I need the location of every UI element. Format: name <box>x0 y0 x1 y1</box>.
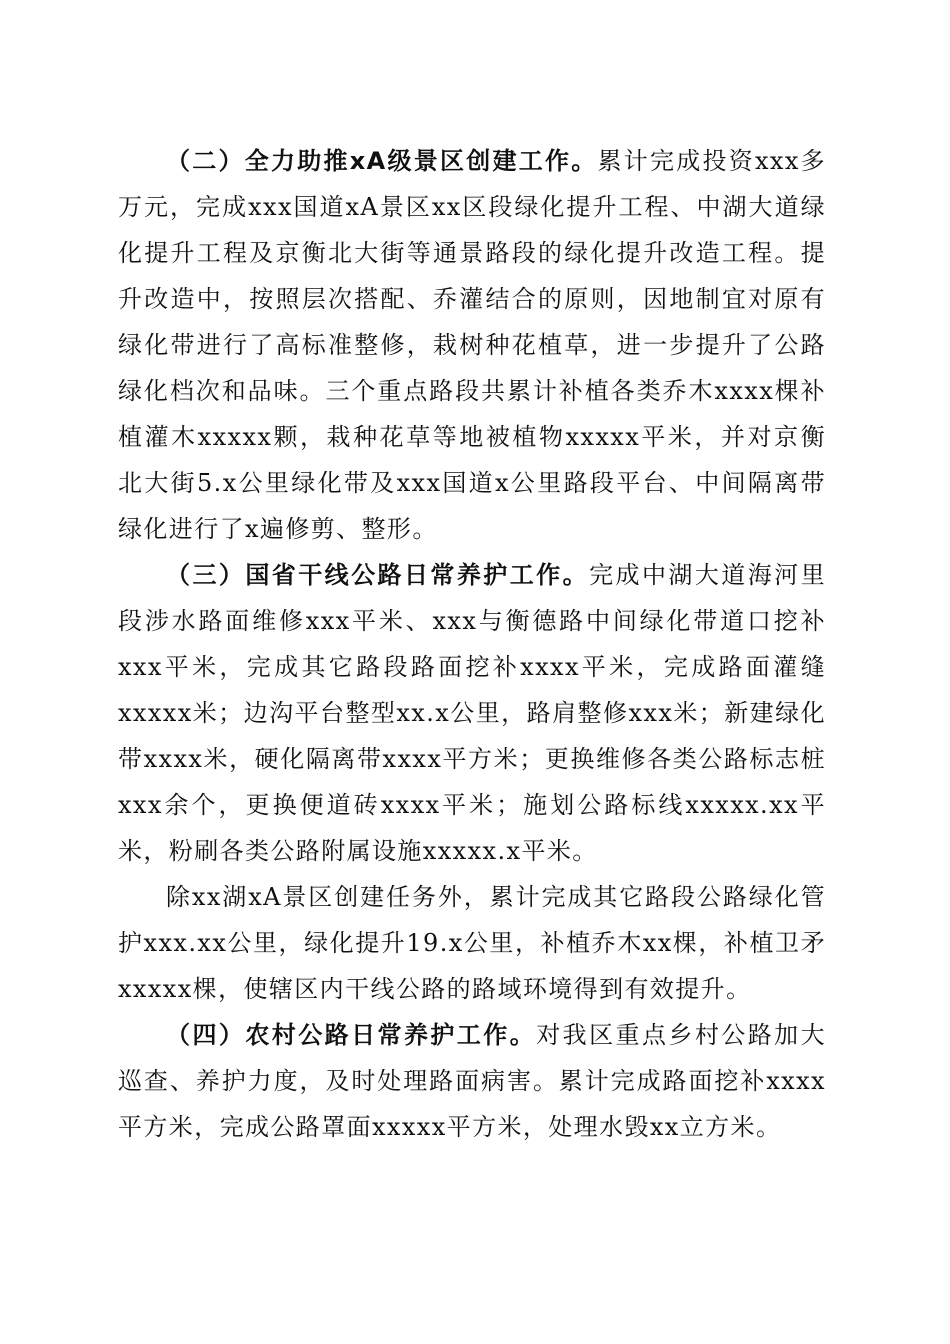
paragraph-trunk-road-maintenance <box>118 552 826 874</box>
paragraph-text: 除xx湖xA景区创建任务外，累计完成其它路段公路绿化管护xxx.xx公里，绿化提升19.x公里，补植乔木xx棵，补植卫矛xxxxx棵，使辖区内干线公路的路域环境得到有效提升。 <box>118 883 826 1003</box>
paragraph-text: 完成中湖大道海河里段涉水路面维修xxx平米、xxx与衡德路中间绿化带道口挖补xxx平米，完成其它路段路面挖补xxxx平米，完成路面灌缝xxxxx米；边沟平台整型xx.x公里，路肩整修xxx米；新建绿化带xxxx米，硬化隔离带xxxx平方米；更换维修各类公路标志桩xxx余个，更换便道砖xxxx平米；施划公路标线xxxxx.xx平米，粉刷各类公路附属设施xxxxx.x平米。 <box>118 561 826 865</box>
paragraph-text: 对我区重点乡村公路加大巡查、养护力度，及时处理路面病害。累计完成路面挖补xxxx平方米，完成公路罩面xxxxx平方米，处理水毁xx立方米。 <box>118 1021 826 1141</box>
paragraph-text: 累计完成投资xxx多万元，完成xxx国道xA景区xx区段绿化提升工程、中湖大道绿化提升工程及京衡北大街等通景路段的绿化提升改造工程。提升改造中，按照层次搭配、乔灌结合的原则，因地制宜对原有绿化带进行了高标准整修，栽树种花植草，进一步提升了公路绿化档次和品味。三个重点路段共累计补植各类乔木xxxx棵补植灌木xxxxx颗，栽种花草等地被植物xxxxx平米，并对京衡北大街5.x公里绿化带及xxx国道x公里路段平台、中间隔离带绿化进行了x遍修剪、整形。 <box>118 147 827 543</box>
paragraph-landscape-area <box>118 138 826 552</box>
section-heading-3: （三）国省干线公路日常养护工作。 <box>166 561 590 589</box>
paragraph-greening-management <box>118 874 826 1012</box>
paragraph-rural-road-maintenance <box>118 1012 826 1150</box>
section-heading-2: （二）全力助推xA级景区创建工作。 <box>166 147 598 175</box>
document-body <box>118 138 826 1150</box>
section-heading-4: （四）农村公路日常养护工作。 <box>166 1021 537 1049</box>
